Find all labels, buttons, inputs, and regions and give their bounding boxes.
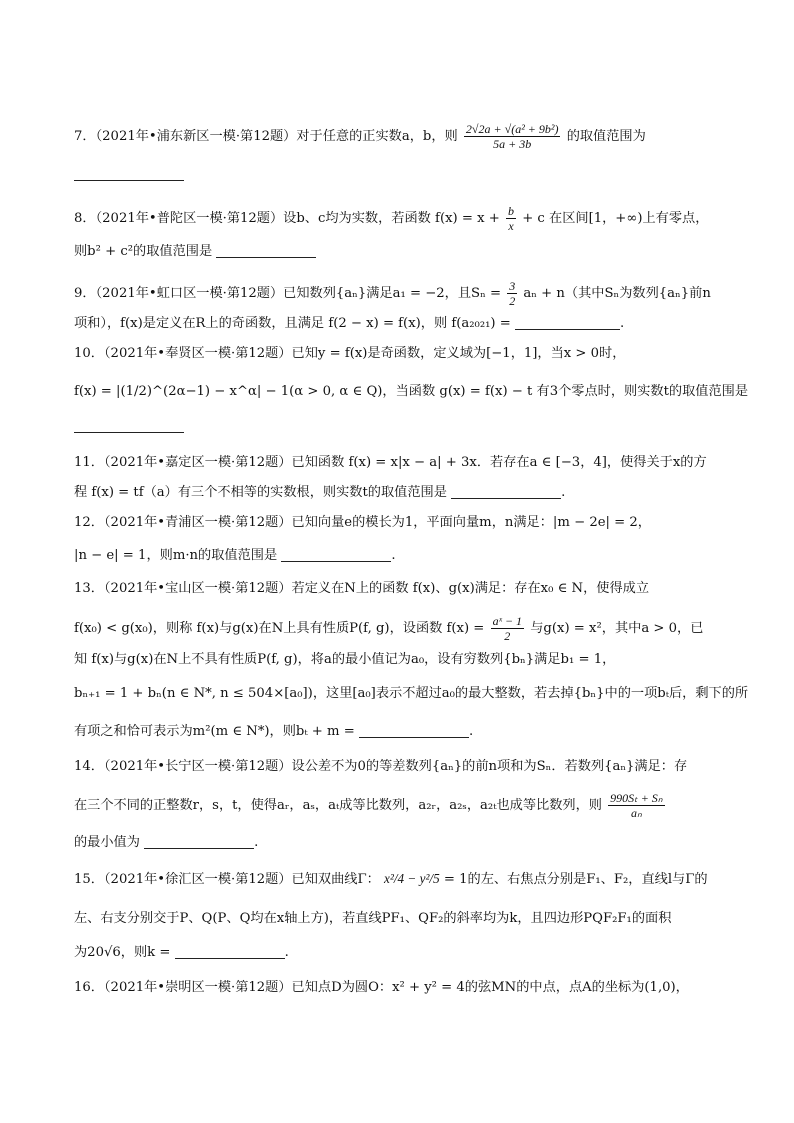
problem-13-line-3 — [74, 651, 615, 669]
problem-8-line-2 — [74, 243, 316, 261]
fraction-denominator: 5a + 3b — [493, 137, 532, 151]
answer-blank[interactable] — [216, 243, 316, 258]
fraction-numerator: aˣ − 1 — [492, 614, 523, 628]
fraction-numerator: 3 — [509, 279, 516, 293]
problem-13-text-3: 知 f(x)与g(x)在N上不具有性质P(f, g)，将a的最小值记为a₀，设有穷数列{bₙ}满足b₁ = 1， — [74, 652, 616, 667]
problem-15-line-3: 为20√6，则k = . — [74, 945, 289, 960]
fraction-numerator: 2√2a + √(a² + 9b²) — [465, 122, 559, 136]
problem-11-text: 11．（2021年•嘉定区一模·第12题）已知函数 f(x) = x|x − a| + 3x．若存在a ∈ [−3，4]，使得关于x的方 — [74, 455, 707, 470]
problem-11-text-2: 程 f(x) = tf（a）有三个不相等的实数根，则实数t的取值范围是 — [74, 485, 447, 500]
problem-13-line-1 — [74, 580, 649, 598]
problem-14-text-3: 的最小值为 — [74, 835, 140, 850]
problem-15-text-2: 左、右支分别交于P、Q(P、Q均在x轴上方)，若直线PF₁、QF₂的斜率均为k，且四边形PQF₂F₁的面积 — [74, 911, 672, 926]
problem-11-line-1 — [74, 454, 707, 472]
problem-16-line-1 — [74, 979, 689, 997]
problem-10-line-2 — [74, 383, 748, 401]
problem-13-line-4 — [74, 685, 748, 703]
problem-15-text-tail: = 1的左、右焦点分别是F₁、F₂，直线l与Γ的 — [443, 872, 708, 887]
answer-blank[interactable] — [74, 166, 184, 181]
problem-15-line-2 — [74, 910, 671, 928]
problem-13-text-4: bₙ₊₁ = 1 + bₙ(n ∈ N*, n ≤ 504×[a₀])，这里[a₀]表示不超过a₀的最大整数，若去掉{bₙ}中的一项bₜ后，剩下的所 — [74, 686, 749, 701]
problem-14-text: 14．（2021年•长宁区一模·第12题）设公差不为0的等差数列{aₙ}的前n项和为Sₙ．若数列{aₙ}满足：存 — [74, 759, 688, 774]
fraction-denominator: x — [508, 219, 514, 233]
problem-9-text-tail: aₙ + n（其中Sₙ为数列{aₙ}前n — [523, 286, 711, 301]
answer-blank[interactable] — [451, 484, 561, 499]
fraction-denominator: 2 — [509, 294, 516, 308]
problem-13-text-tail: 与g(x) = x²，其中a > 0，已 — [530, 621, 704, 636]
problem-11-line-2: 程 f(x) = tf（a）有三个不相等的实数根，则实数t的取值范围是 . — [74, 485, 566, 500]
problem-14-line-2 — [74, 791, 667, 820]
problem-13-line-2 — [74, 614, 703, 643]
problem-13-text-5: 有项之和恰可表示为m²(m ∈ N*)，则bₜ + m = — [74, 724, 355, 739]
problem-8-text-2: 则b² + c²的取值范围是 — [74, 244, 213, 259]
problem-14-line-1 — [74, 758, 687, 776]
answer-blank[interactable] — [281, 547, 391, 562]
problem-10-line-1 — [74, 345, 625, 363]
problem-9-fraction — [507, 279, 517, 308]
fraction-numerator: b — [507, 204, 514, 218]
problem-10-answer-line — [74, 418, 184, 436]
problem-14-text-2: 在三个不同的正整数r，s，t，使得aᵣ，aₛ，aₜ成等比数列，a₂ᵣ，a₂ₛ，a₂ₜ也成等比数列，则 — [74, 798, 602, 813]
problem-13-line-5: 有项之和恰可表示为m²(m ∈ N*)，则bₜ + m = . — [74, 724, 474, 739]
answer-blank[interactable] — [515, 315, 620, 330]
problem-12-text: 12．（2021年•青浦区一模·第12题）已知向量e的模长为1，平面向量m，n满足：|m − 2e| = 2， — [74, 515, 651, 530]
problem-13-text-2: f(x₀) < g(x₀)，则称 f(x)与g(x)在N上具有性质P(f, g)，设函数 f(x) = — [74, 621, 485, 636]
problem-9-text-2: 项和），f(x)是定义在R上的奇函数，且满足 f(2 − x) = f(x)，则 f(a₂₀₂₁) = — [74, 316, 511, 331]
problem-7-text: 7．（2021年•浦东新区一模·第12题）对于任意的正实数a，b，则 — [74, 129, 458, 144]
problem-15-text-3: 为20√6，则k = — [74, 945, 171, 960]
problem-7-text-tail: 的取值范围为 — [566, 129, 646, 144]
problem-8-line-1 — [74, 204, 708, 233]
problem-9-text: 9．（2021年•虹口区一模·第12题）已知数列{aₙ}满足a₁ = −2，且Sₙ = — [74, 286, 502, 301]
problem-12-line-1 — [74, 514, 651, 532]
problem-13-fraction — [491, 614, 524, 643]
fraction-numerator: 990Sₜ + Sₙ — [610, 791, 663, 805]
problem-7-line-1 — [74, 122, 646, 151]
problem-12-line-2: |n − e| = 1，则m·n的取值范围是 . — [74, 548, 396, 563]
problem-7-answer-line — [74, 166, 184, 184]
answer-blank[interactable] — [144, 834, 254, 849]
problem-9-line-2: 项和），f(x)是定义在R上的奇函数，且满足 f(2 − x) = f(x)，则 f(a₂₀₂₁) = . — [74, 316, 625, 331]
answer-blank[interactable] — [359, 723, 469, 738]
problem-8-text: 8．（2021年•普陀区一模·第12题）设b、c均为实数，若函数 f(x) = x + — [74, 211, 500, 226]
fraction-denominator: 2 — [504, 629, 511, 643]
problem-15-line-1 — [74, 870, 708, 889]
problem-13-text: 13．（2021年•宝山区一模·第12题）若定义在N上的函数 f(x)、g(x)满足：存在x₀ ∈ N，使得成立 — [74, 581, 650, 596]
problem-16-text: 16．（2021年•崇明区一模·第12题）已知点D为圆O：x² + y² = 4的弦MN的中点，点A的坐标为(1,0)， — [74, 980, 689, 995]
problem-8-fraction — [506, 204, 516, 233]
problem-9-line-1 — [74, 279, 711, 308]
fraction-denominator: aₙ — [630, 806, 642, 820]
problem-14-line-3: 的最小值为 . — [74, 835, 259, 850]
problem-10-text: 10．（2021年•奉贤区一模·第12题）已知y = f(x)是奇函数，定义域为[−1，1]，当x > 0时， — [74, 346, 626, 361]
problem-12-text-2: |n − e| = 1，则m·n的取值范围是 — [74, 548, 278, 563]
answer-blank[interactable] — [175, 944, 285, 959]
problem-10-text-2: f(x) = |(1/2)^(2α−1) − x^α| − 1(α > 0, α ∈ Q)，当函数 g(x) = f(x) − t 有3个零点时，则实数t的取值范围是 — [74, 384, 749, 399]
problem-15-text: 15．（2021年•徐汇区一模·第12题）已知双曲线Γ： — [74, 872, 380, 887]
hyperbola-equation: x²/4 − y²/5 — [384, 871, 440, 886]
answer-blank[interactable] — [74, 418, 184, 433]
problem-7-fraction — [464, 122, 561, 151]
problem-14-fraction — [608, 791, 664, 820]
problem-8-text-tail: + c 在区间[1，+∞)上有零点， — [522, 211, 709, 226]
